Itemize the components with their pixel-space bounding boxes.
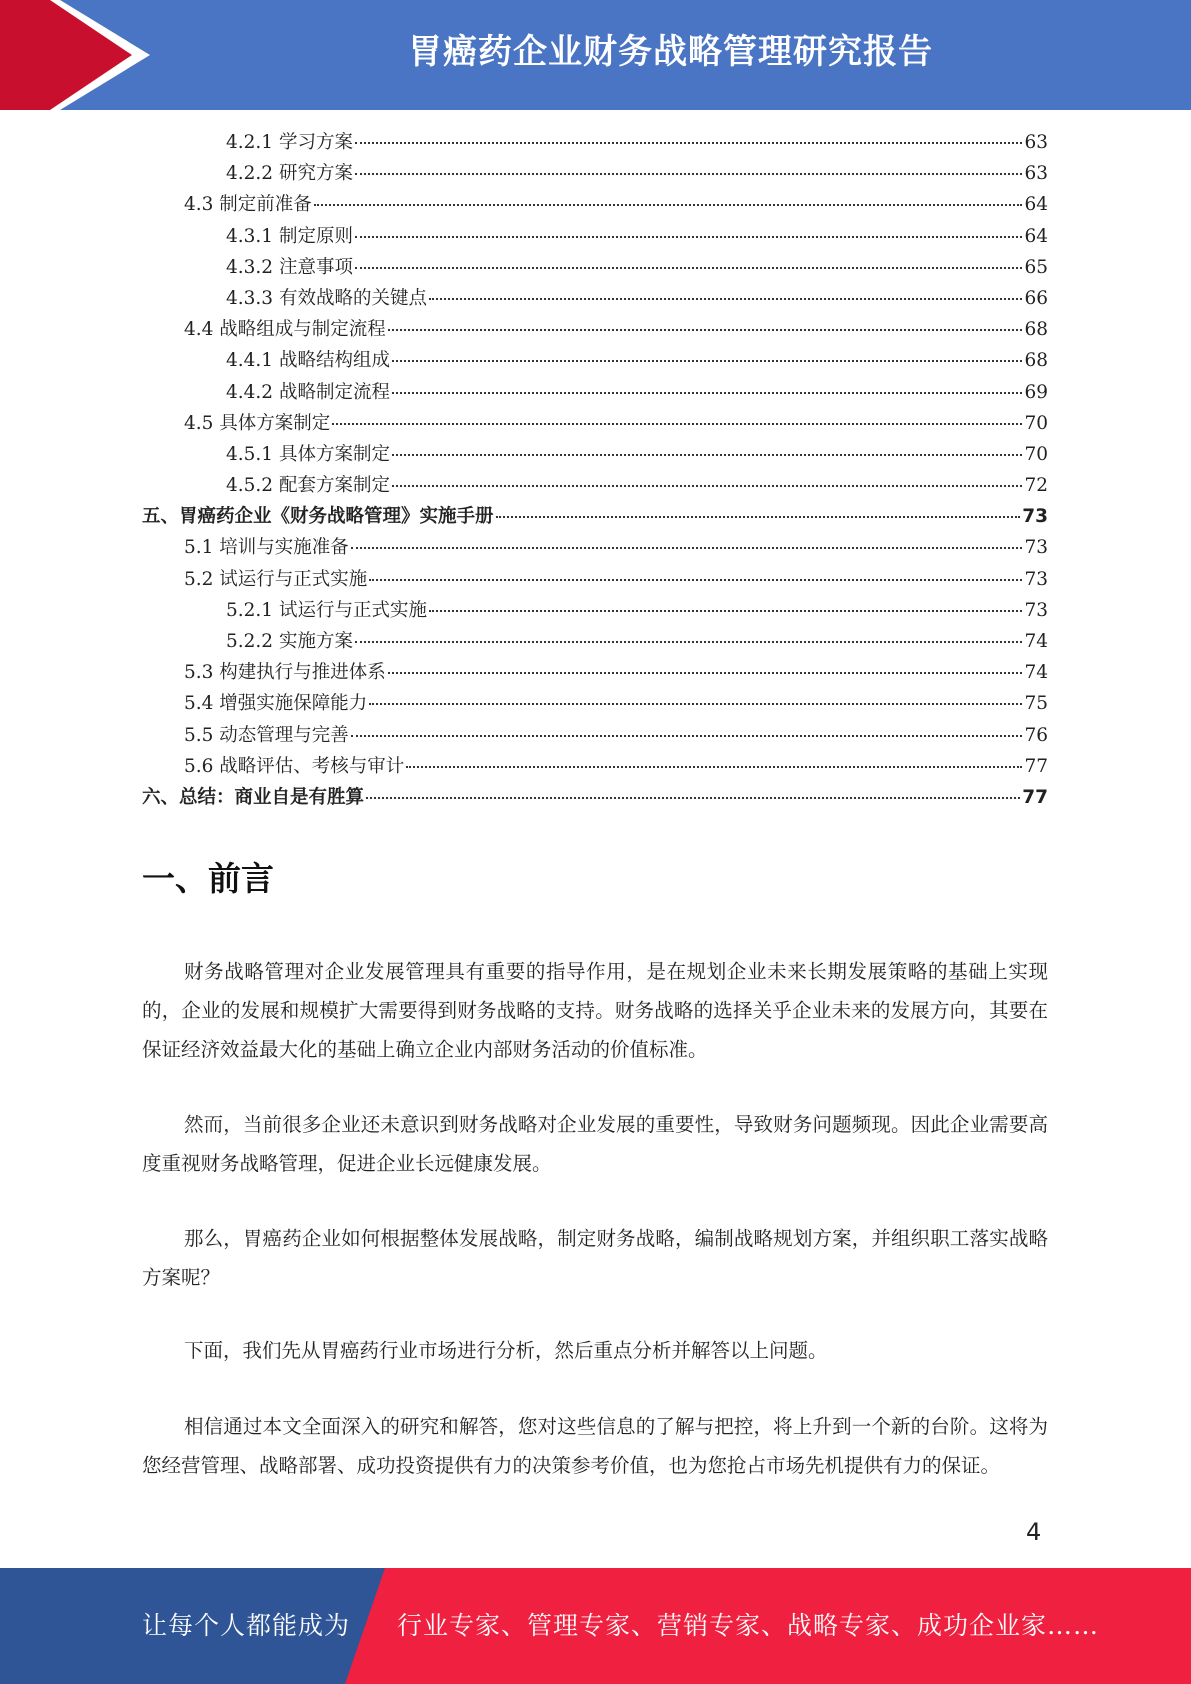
toc-entry-label: 4.5.2 配套方案制定 [226, 475, 390, 497]
toc-dot-leader [355, 173, 1023, 175]
toc-dot-leader [314, 204, 1023, 206]
toc-entry-page: 66 [1024, 287, 1048, 309]
paragraph-intro-4: 下面，我们先从胃癌药行业市场进行分析，然后重点分析并解答以上问题。 [184, 1339, 828, 1362]
toc-entry-page: 63 [1024, 132, 1048, 153]
table-of-contents [142, 128, 1048, 814]
paragraph-intro-1: 财务战略管理对企业发展管理具有重要的指导作用，是在规划企业未来长期发展策略的基础上实现的，企业的发展和规模扩大需要得到财务战略的支持。财务战略的选择关乎企业未来的发展方向，其要在保证经济效益最大化的基础上确立企业内部财务活动的价值标准。 [142, 960, 1048, 1061]
toc-dot-leader [332, 423, 1022, 425]
toc-entry-page: 73 [1024, 537, 1048, 559]
toc-entry-label: 4.3 制定前准备 [184, 194, 312, 216]
toc-entry[interactable] [142, 222, 1048, 253]
toc-entry[interactable] [142, 253, 1048, 284]
toc-entry-label: 4.3.1 制定原则 [226, 225, 353, 247]
toc-entry[interactable] [142, 440, 1048, 471]
toc-dot-leader [392, 485, 1022, 487]
paragraph-intro-3: 那么，胃癌药企业如何根据整体发展战略，制定财务战略，编制战略规划方案，并组织职工落实战略方案呢？ [142, 1227, 1048, 1289]
toc-entry[interactable] [142, 315, 1048, 346]
section-heading: 一、前言 [142, 859, 274, 898]
toc-dot-leader [392, 454, 1022, 456]
toc-entry-page: 68 [1024, 350, 1048, 372]
toc-entry-label: 5.2 试运行与正式实施 [184, 568, 368, 590]
toc-dot-leader [355, 236, 1023, 238]
toc-entry-label: 4.4 战略组成与制定流程 [184, 319, 386, 341]
toc-entry-label: 5.2.2 实施方案 [226, 631, 353, 652]
toc-entry-label: 5.3 构建执行与推进体系 [184, 662, 386, 684]
toc-entry-page: 65 [1024, 256, 1048, 278]
toc-entry-label: 5.2.1 试运行与正式实施 [226, 599, 427, 621]
toc-entry-page: 64 [1024, 225, 1048, 247]
toc-entry-label: 4.3.3 有效战略的关键点 [226, 287, 427, 309]
toc-entry-label: 4.5.1 具体方案制定 [226, 443, 390, 465]
toc-entry-page: 73 [1022, 506, 1048, 528]
toc-entry-page: 77 [1022, 786, 1048, 808]
toc-entry-label: 六、总结：商业自是有胜算 [142, 786, 365, 808]
toc-dot-leader [392, 360, 1022, 362]
toc-entry-page: 70 [1024, 443, 1048, 465]
toc-entry-page: 69 [1024, 381, 1048, 403]
toc-entry-page: 74 [1024, 662, 1048, 684]
page-number: 4 [1026, 1518, 1042, 1546]
toc-dot-leader [369, 579, 1022, 581]
toc-entry-page: 74 [1024, 631, 1048, 652]
toc-dot-leader [496, 516, 1021, 518]
toc-entry-page: 76 [1024, 724, 1048, 746]
toc-entry[interactable] [142, 658, 1048, 689]
toc-dot-leader [369, 703, 1022, 705]
toc-entry-page: 64 [1024, 194, 1048, 216]
toc-entry-page: 77 [1024, 755, 1048, 777]
toc-entry[interactable] [142, 596, 1048, 627]
toc-entry[interactable] [142, 689, 1048, 720]
toc-dot-leader [351, 547, 1023, 549]
toc-entry-label: 4.4.2 战略制定流程 [226, 381, 390, 403]
toc-entry-page: 73 [1024, 568, 1048, 590]
toc-entry[interactable] [142, 378, 1048, 409]
footer-slogan: 让每个人都能成为 [142, 1611, 351, 1640]
toc-dot-leader [429, 298, 1022, 300]
toc-dot-leader [351, 735, 1023, 737]
toc-entry[interactable] [142, 502, 1048, 533]
toc-entry-label: 5.4 增强实施保障能力 [184, 693, 368, 715]
toc-dot-leader [388, 672, 1023, 674]
paragraph-intro-5: 相信通过本文全面深入的研究和解答，您对这些信息的了解与把控，将上升到一个新的台阶。这将为您经营管理、战略部署、成功投资提供有力的决策参考价值，也为您抢占市场先机提供有力的保证。 [142, 1415, 1048, 1477]
toc-dot-leader [355, 641, 1023, 643]
toc-entry-page: 73 [1024, 599, 1048, 621]
toc-entry[interactable] [142, 627, 1048, 658]
toc-entry[interactable] [142, 190, 1048, 221]
page-header [0, 0, 1191, 110]
toc-entry-page: 72 [1024, 475, 1048, 497]
paragraph-intro-2: 然而，当前很多企业还未意识到财务战略对企业发展的重要性，导致财务问题频现。因此企业需要高度重视财务战略管理，促进企业长远健康发展。 [142, 1113, 1048, 1175]
toc-entry[interactable] [142, 409, 1048, 440]
toc-entry-page: 70 [1024, 412, 1048, 434]
toc-dot-leader [406, 766, 1022, 768]
report-title: 胃癌药企业财务战略管理研究报告 [408, 32, 933, 72]
toc-dot-leader [355, 267, 1023, 269]
toc-dot-leader [429, 610, 1022, 612]
toc-entry-label: 4.4.1 战略结构组成 [226, 350, 390, 372]
toc-entry-page: 75 [1024, 693, 1048, 715]
toc-dot-leader [388, 329, 1023, 331]
toc-entry-label: 5.6 战略评估、考核与审计 [184, 755, 405, 777]
toc-entry[interactable] [142, 346, 1048, 377]
toc-entry[interactable] [142, 128, 1048, 159]
toc-entry[interactable] [142, 284, 1048, 315]
toc-dot-leader [366, 797, 1020, 799]
toc-entry[interactable] [142, 752, 1048, 783]
toc-entry-label: 4.2.1 学习方案 [226, 132, 353, 153]
page-footer [0, 1568, 1191, 1684]
toc-dot-leader [392, 392, 1022, 394]
toc-entry[interactable] [142, 159, 1048, 190]
toc-entry-label: 5.1 培训与实施准备 [184, 537, 349, 559]
toc-entry-label: 5.5 动态管理与完善 [184, 724, 349, 746]
footer-roles: 行业专家、管理专家、营销专家、战略专家、成功企业家…… [397, 1611, 1100, 1640]
toc-entry-label: 4.3.2 注意事项 [226, 256, 353, 278]
toc-entry[interactable] [142, 533, 1048, 564]
toc-entry-page: 63 [1024, 163, 1048, 185]
toc-entry[interactable] [142, 471, 1048, 502]
toc-entry-label: 4.2.2 研究方案 [226, 163, 353, 185]
toc-entry[interactable] [142, 721, 1048, 752]
toc-entry[interactable] [142, 783, 1048, 814]
toc-entry[interactable] [142, 565, 1048, 596]
toc-entry-label: 五、胃癌药企业《财务战略管理》实施手册 [142, 506, 494, 528]
toc-entry-label: 4.5 具体方案制定 [184, 412, 331, 434]
toc-dot-leader [355, 142, 1023, 144]
toc-entry-page: 68 [1024, 319, 1048, 341]
